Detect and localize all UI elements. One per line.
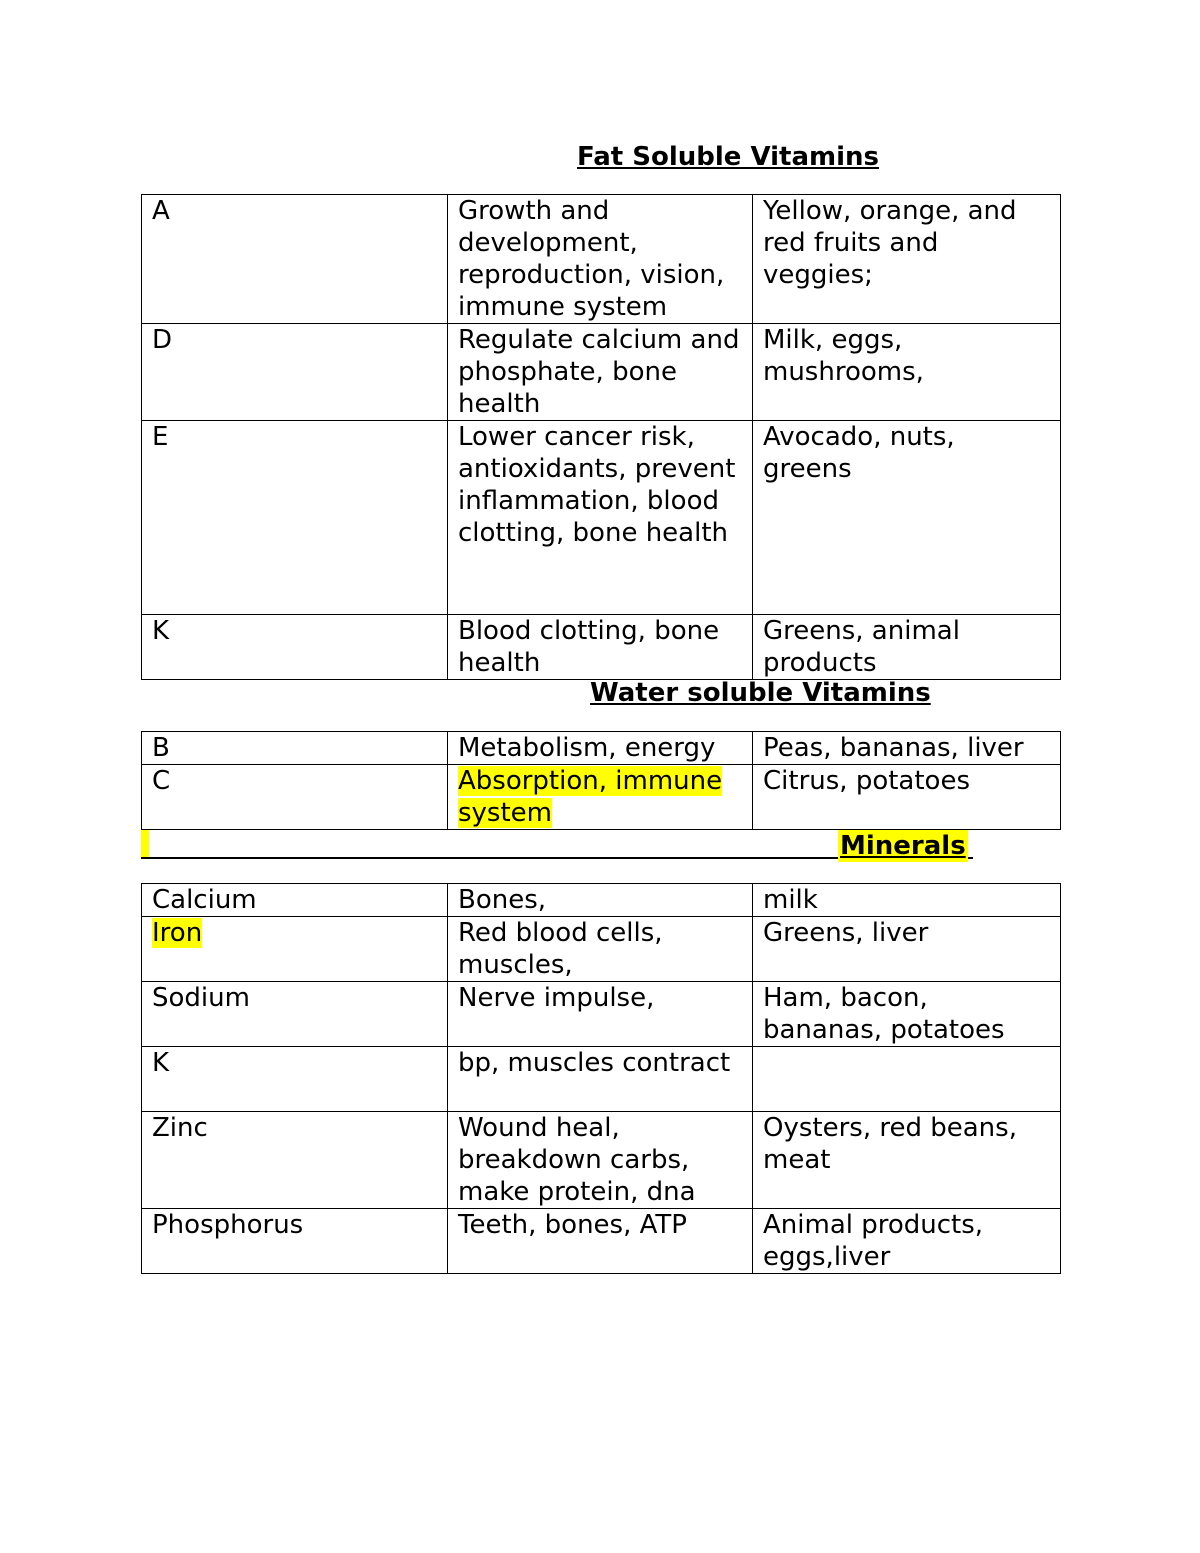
- table-row: [142, 732, 1061, 765]
- vitamin-name-cell: E: [142, 421, 448, 615]
- minerals-table: [141, 883, 1061, 1274]
- highlighted-text: Iron: [152, 918, 203, 948]
- function-cell: Teeth, bones, ATP: [448, 1209, 753, 1274]
- function-cell: Metabolism, energy: [448, 732, 753, 765]
- mineral-name-cell: [142, 917, 448, 982]
- table-row: [142, 324, 1061, 421]
- sources-cell: Citrus, potatoes: [753, 765, 1061, 830]
- function-cell: Growth and development, reproduction, vision, immune system: [448, 195, 753, 324]
- water-soluble-heading: Water soluble Vitamins: [590, 678, 931, 708]
- sources-cell: Greens, animal products: [753, 615, 1061, 680]
- sources-cell: Animal products, eggs,liver: [753, 1209, 1061, 1274]
- vitamin-name-cell: B: [142, 732, 448, 765]
- sources-cell: Milk, eggs, mushrooms,: [753, 324, 1061, 421]
- mineral-name-cell: K: [142, 1047, 448, 1112]
- vitamin-name-cell: K: [142, 615, 448, 680]
- fat-soluble-table: [141, 194, 1061, 680]
- table-row: [142, 1209, 1061, 1274]
- table-row: [142, 195, 1061, 324]
- highlighted-text: Absorption, immune system: [458, 766, 723, 828]
- table-row: [142, 421, 1061, 615]
- vitamin-name-cell: D: [142, 324, 448, 421]
- table-row: [142, 615, 1061, 680]
- table-row: [142, 917, 1061, 982]
- mineral-name-cell: Zinc: [142, 1112, 448, 1209]
- mineral-name-cell: Calcium: [142, 884, 448, 917]
- sources-cell: Avocado, nuts, greens: [753, 421, 1061, 615]
- function-cell: Regulate calcium and phosphate, bone health: [448, 324, 753, 421]
- fat-soluble-heading: Fat Soluble Vitamins: [577, 142, 880, 172]
- sources-cell: milk: [753, 884, 1061, 917]
- sources-cell: Yellow, orange, and red fruits and veggies;: [753, 195, 1061, 324]
- table-row: [142, 765, 1061, 830]
- function-cell: Bones,: [448, 884, 753, 917]
- mineral-name-cell: Phosphorus: [142, 1209, 448, 1274]
- table-row: [142, 884, 1061, 917]
- highlight-marker: [141, 830, 149, 858]
- function-cell: bp, muscles contract: [448, 1047, 753, 1112]
- sources-cell: [753, 1047, 1061, 1112]
- mineral-name-cell: Sodium: [142, 982, 448, 1047]
- water-soluble-table: [141, 731, 1061, 830]
- function-cell: Red blood cells, muscles,: [448, 917, 753, 982]
- sources-cell: Peas, bananas, liver: [753, 732, 1061, 765]
- sources-cell: Oysters, red beans, meat: [753, 1112, 1061, 1209]
- function-cell: Wound heal, breakdown carbs, make protein, dna: [448, 1112, 753, 1209]
- function-cell: [448, 765, 753, 830]
- sources-cell: Ham, bacon, bananas, potatoes: [753, 982, 1061, 1047]
- function-cell: Blood clotting, bone health: [448, 615, 753, 680]
- function-cell: Lower cancer risk, antioxidants, prevent inflammation, blood clotting, bone health: [448, 421, 753, 615]
- function-cell: Nerve impulse,: [448, 982, 753, 1047]
- sources-cell: Greens, liver: [753, 917, 1061, 982]
- vitamin-name-cell: A: [142, 195, 448, 324]
- table-row: [142, 1047, 1061, 1112]
- table-row: [142, 1112, 1061, 1209]
- minerals-heading: Minerals: [840, 831, 966, 861]
- vitamin-name-cell: C: [142, 765, 448, 830]
- table-row: [142, 982, 1061, 1047]
